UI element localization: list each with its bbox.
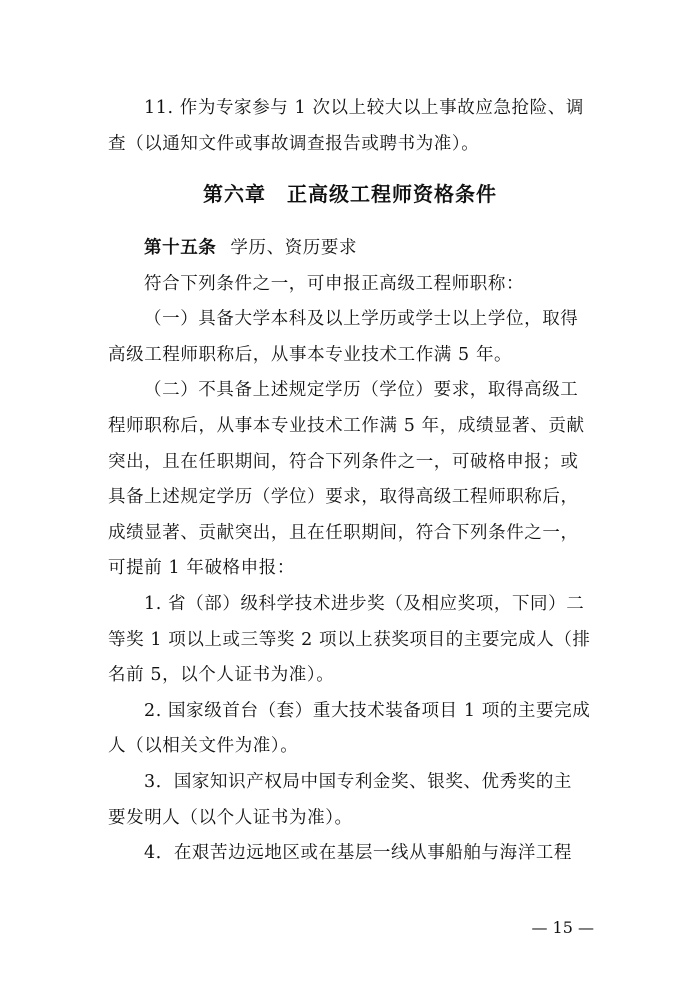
item-3-line-1: 3．国家知识产权局中国专利金奖、银奖、优秀奖的主: [144, 772, 573, 792]
item-3-line-2: 要发明人（以个人证书为准）。: [108, 808, 353, 828]
item-11-line-1: 11. 作为专家参与 1 次以上较大以上事故应急抢险、调: [144, 98, 584, 118]
item-1-line-3: 名前 5，以个人证书为准）。: [108, 665, 335, 685]
item-2-line-1: 2. 国家级首台（套）重大技术装备项目 1 项的主要完成: [144, 701, 591, 721]
article-heading: [144, 236, 357, 260]
item-11-line-2: 查（以通知文件或事故调查报告或聘书为准）。: [108, 134, 480, 154]
article-title: 学历、资历要求: [230, 238, 358, 258]
clause-2-line-4: 具备上述规定学历（学位）要求，取得高级工程师职称后，: [108, 487, 579, 507]
clause-2-line-5: 成绩显著、贡献突出，且在任职期间，符合下列条件之一，: [108, 523, 579, 543]
clause-2-line-2: 程师职称后，从事本专业技术工作满 5 年，成绩显著、贡献: [108, 416, 585, 436]
intro-line: 符合下列条件之一，可申报正高级工程师职称：: [144, 274, 525, 294]
item-1-line-2: 等奖 1 项以上或三等奖 2 项以上获奖项目的主要完成人（排: [108, 630, 591, 650]
article-number: 第十五条: [144, 238, 217, 258]
clause-2-line-3: 突出，且在任职期间，符合下列条件之一，可破格申报；或: [108, 452, 579, 472]
chapter-heading: 第六章 正高级工程师资格条件: [203, 182, 497, 206]
item-2-line-2: 人（以相关文件为准）。: [108, 736, 299, 756]
clause-2-line-6: 可提前 1 年破格申报：: [108, 558, 295, 578]
item-1-line-1: 1. 省（部）级科学技术进步奖（及相应奖项，下同）二: [144, 594, 585, 614]
page-number: — 15 —: [531, 918, 594, 937]
item-4-line-1: 4．在艰苦边远地区或在基层一线从事船舶与海洋工程: [144, 843, 573, 863]
clause-1-line-2: 高级工程师职称后，从事本专业技术工作满 5 年。: [108, 345, 513, 365]
clause-2-line-1: （二）不具备上述规定学历（学位）要求，取得高级工: [144, 380, 579, 400]
clause-1-line-1: （一）具备大学本科及以上学历或学士以上学位，取得: [144, 309, 579, 329]
